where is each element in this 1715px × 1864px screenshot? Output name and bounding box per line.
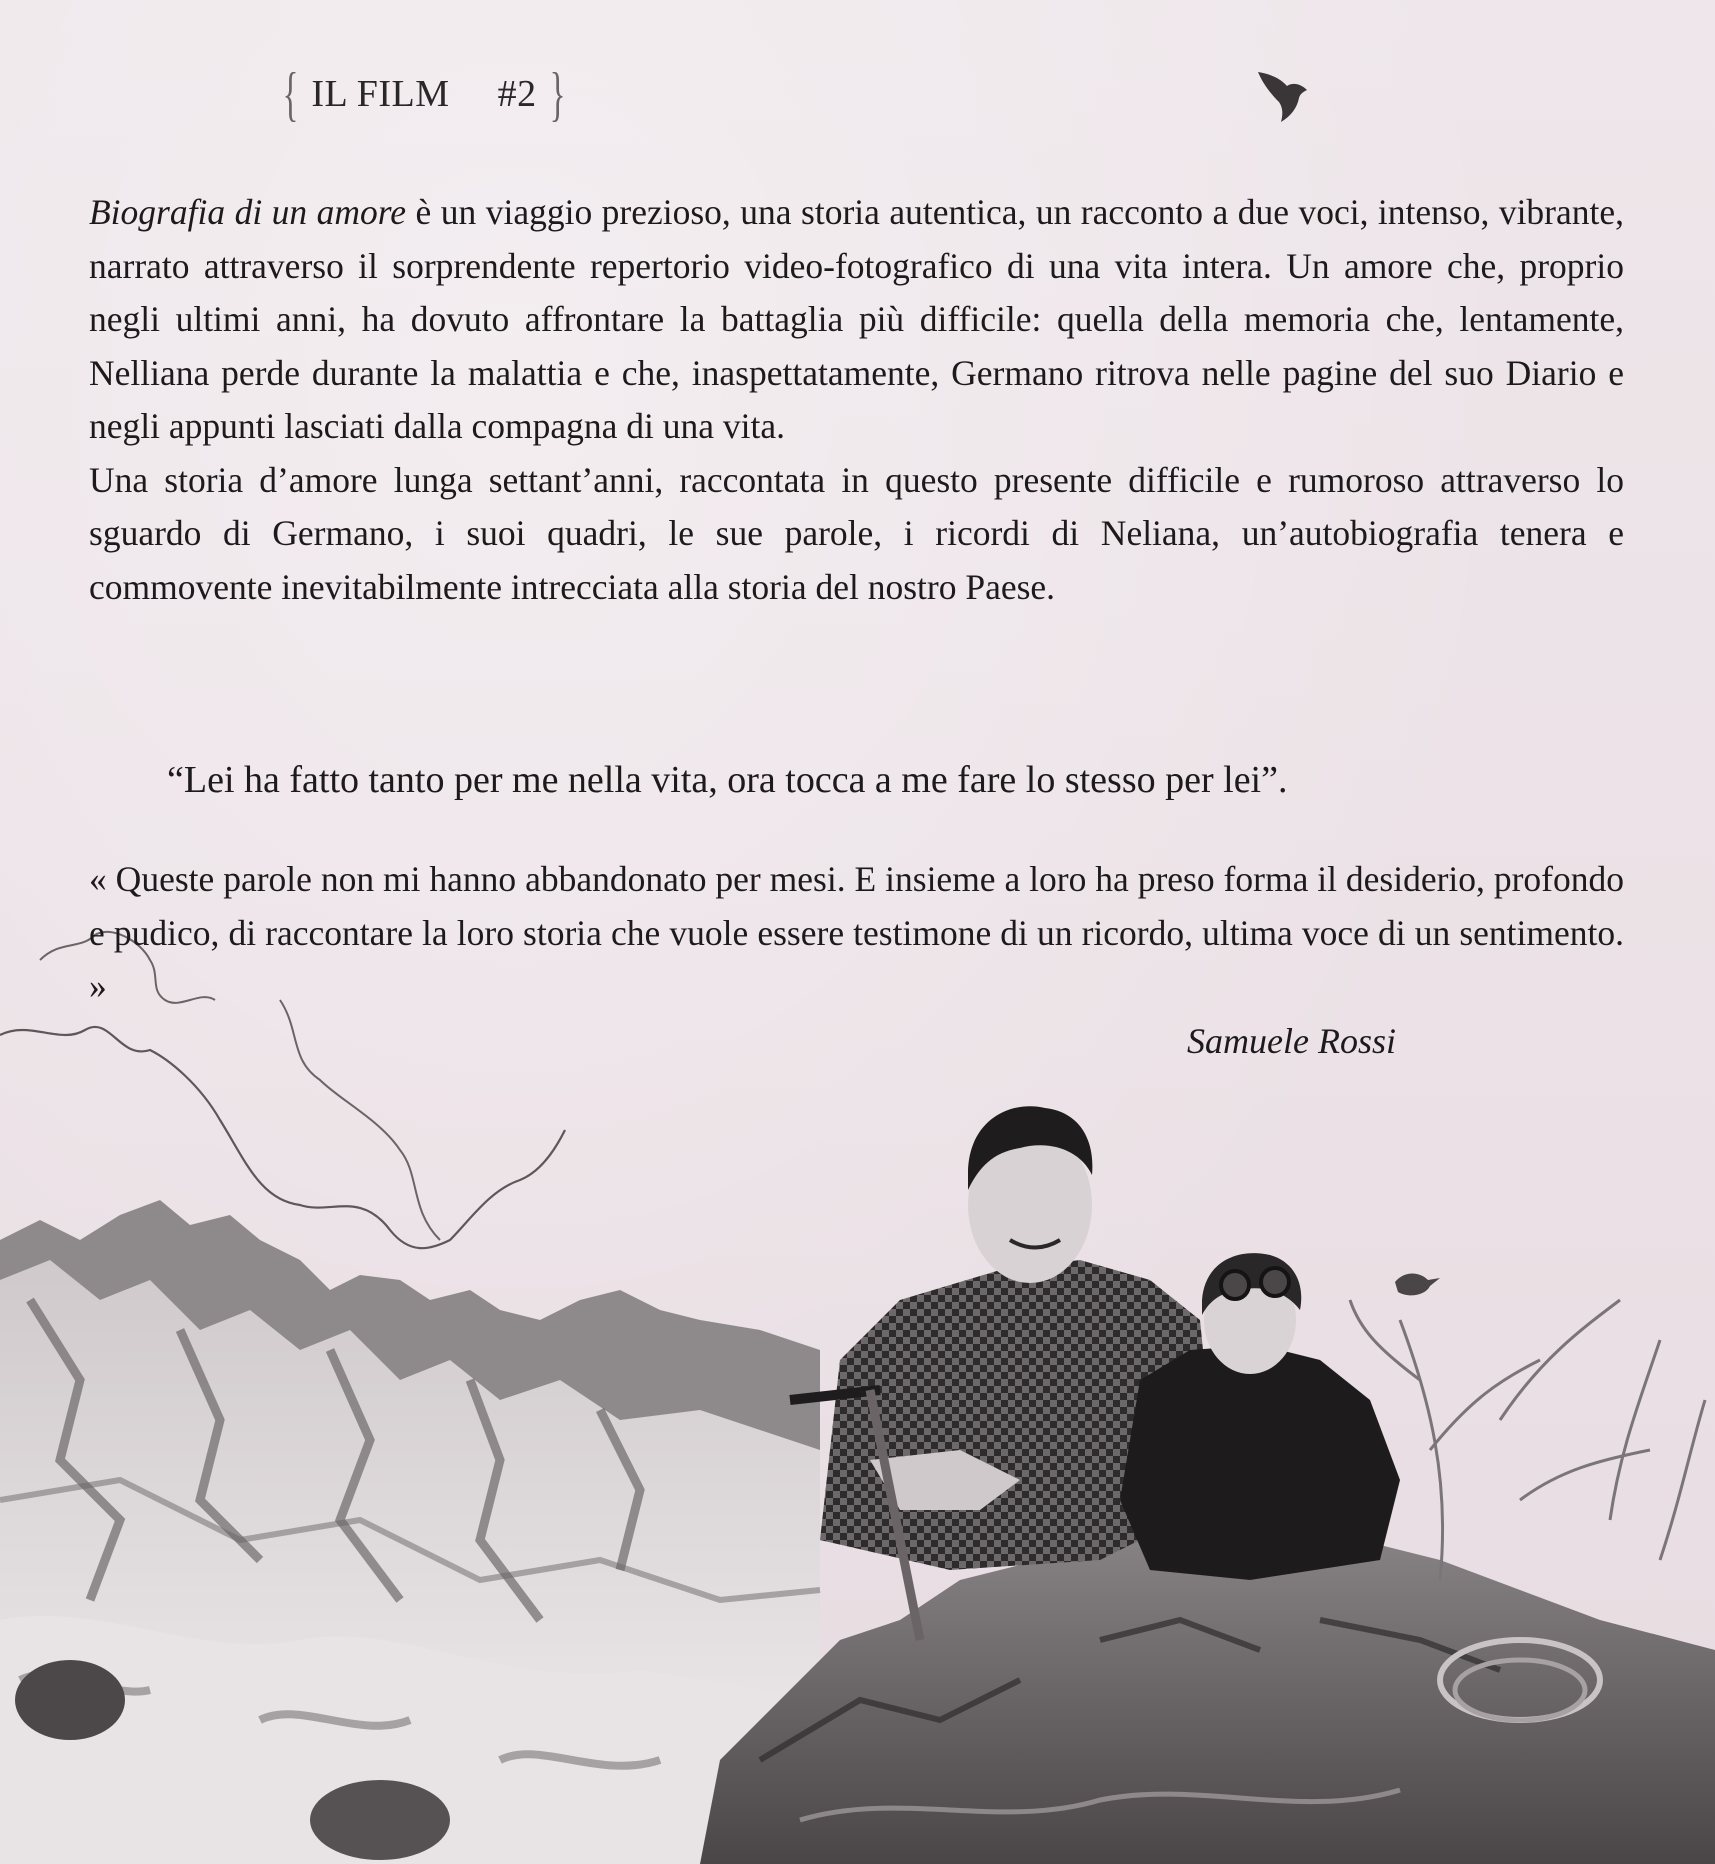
bird-icon (1255, 64, 1315, 134)
paragraph-1-text: è un viaggio prezioso, una storia autentica, un racconto a due voci, intenso, vibrante, narrato attraverso il sorprendente repertorio video-fotografico di una vita intera. Un amore che, proprio negli ultimi anni, ha dovuto affrontare la battaglia più difficile: quella della memoria che, lentamente, Nelliana perde durante la malattia e che, inaspettatamente, Germano ritrova nelle pagine del suo Diario e negli appunti lasciati dalla compagna di una vita. (89, 192, 1624, 446)
director-note-text: « Queste parole non mi hanno abbandonato per mesi. E insieme a loro ha preso forma il desiderio, profondo e pudico, di raccontare la loro storia che vuole essere testimone di un ricordo, ultima voce di un sentimento. » (89, 859, 1624, 1006)
paragraph-2: Una storia d’amore lunga settant’anni, raccontata in questo presente difficile e rumoroso attraverso lo sguardo di Germano, i suoi quadri, le sue parole, i ricordi di Neliana, un’autobiografia tenera e commovente inevitabilmente intrecciata alla storia del nostro Paese. (89, 459, 1624, 607)
right-brace-ornament: } (549, 60, 566, 127)
paragraph-1 (89, 186, 1624, 454)
section-title: IL FILM (311, 73, 450, 115)
pull-quote: “Lei ha fatto tanto per me nella vita, ora tocca a me fare lo stesso per lei”. (167, 759, 1288, 801)
director-note (89, 853, 1624, 1014)
left-brace-ornament: { (282, 60, 299, 127)
film-description (89, 186, 1624, 614)
section-number: #2 (497, 73, 537, 115)
author-signature: Samuele Rossi (1187, 1021, 1396, 1061)
section-header (276, 54, 572, 134)
film-title: Biografia di un amore (89, 192, 407, 232)
